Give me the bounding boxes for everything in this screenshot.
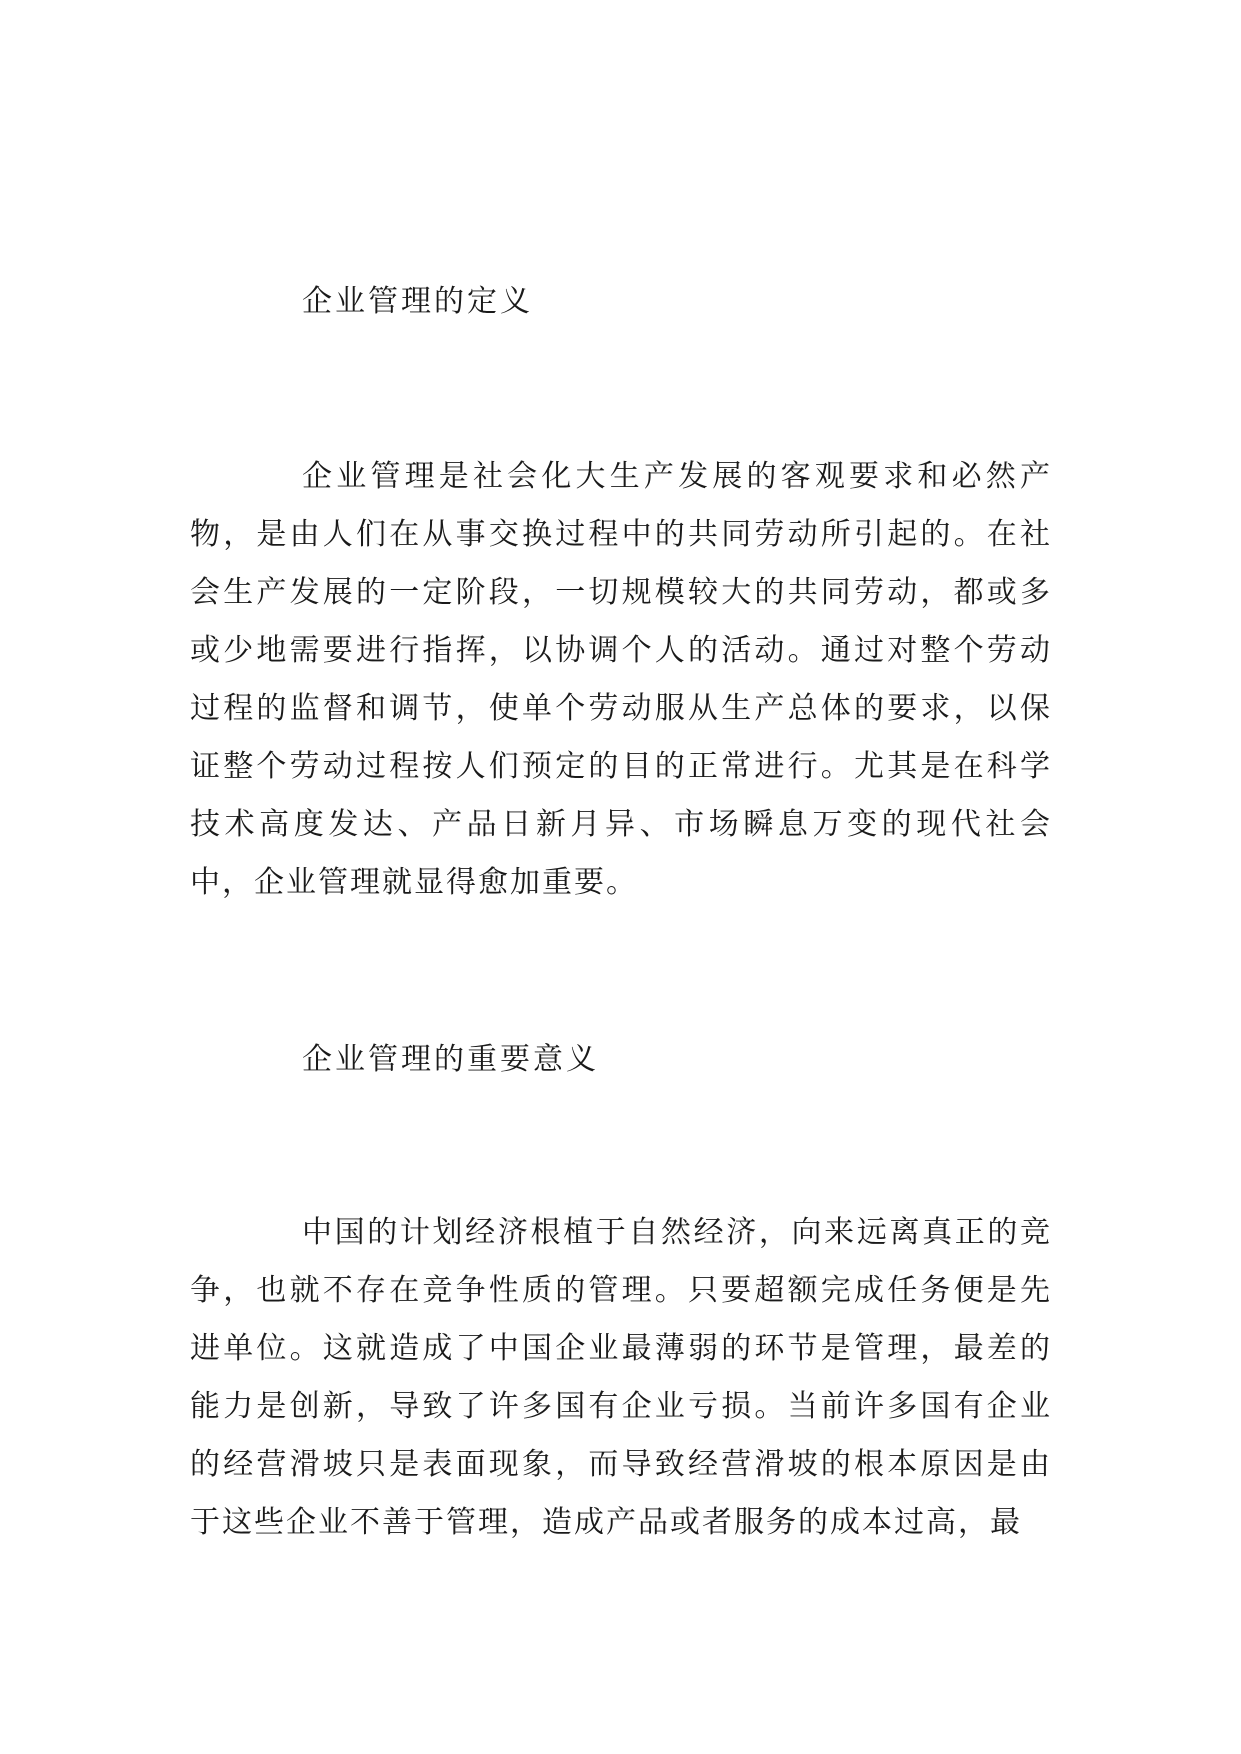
section-heading-definition: 企业管理的定义 xyxy=(302,284,533,319)
paragraph-importance: 中国的计划经济根植于自然经济，向来远离真正的竞争，也就不存在竞争性质的管理。只要超额完成任务便是先进单位。这就造成了中国企业最薄弱的环节是管理，最差的能力是创新，导致了许多国有企业亏损。当前许多国有企业的经营滑坡只是表面现象，而导致经营滑坡的根本原因是由于这些企业不善于管理，造成产品或者服务的成本过高，最 xyxy=(190,1215,1052,1540)
paragraph-definition: 企业管理是社会化大生产发展的客观要求和必然产物，是由人们在从事交换过程中的共同劳动所引起的。在社会生产发展的一定阶段，一切规模较大的共同劳动，都或多或少地需要进行指挥，以协调个人的活动。通过对整个劳动过程的监督和调节，使单个劳动服从生产总体的要求，以保证整个劳动过程按人们预定的目的正常进行。尤其是在科学技术高度发达、产品日新月异、市场瞬息万变的现代社会中，企业管理就显得愈加重要。 xyxy=(190,459,1052,900)
section-heading-importance: 企业管理的重要意义 xyxy=(302,1042,599,1077)
